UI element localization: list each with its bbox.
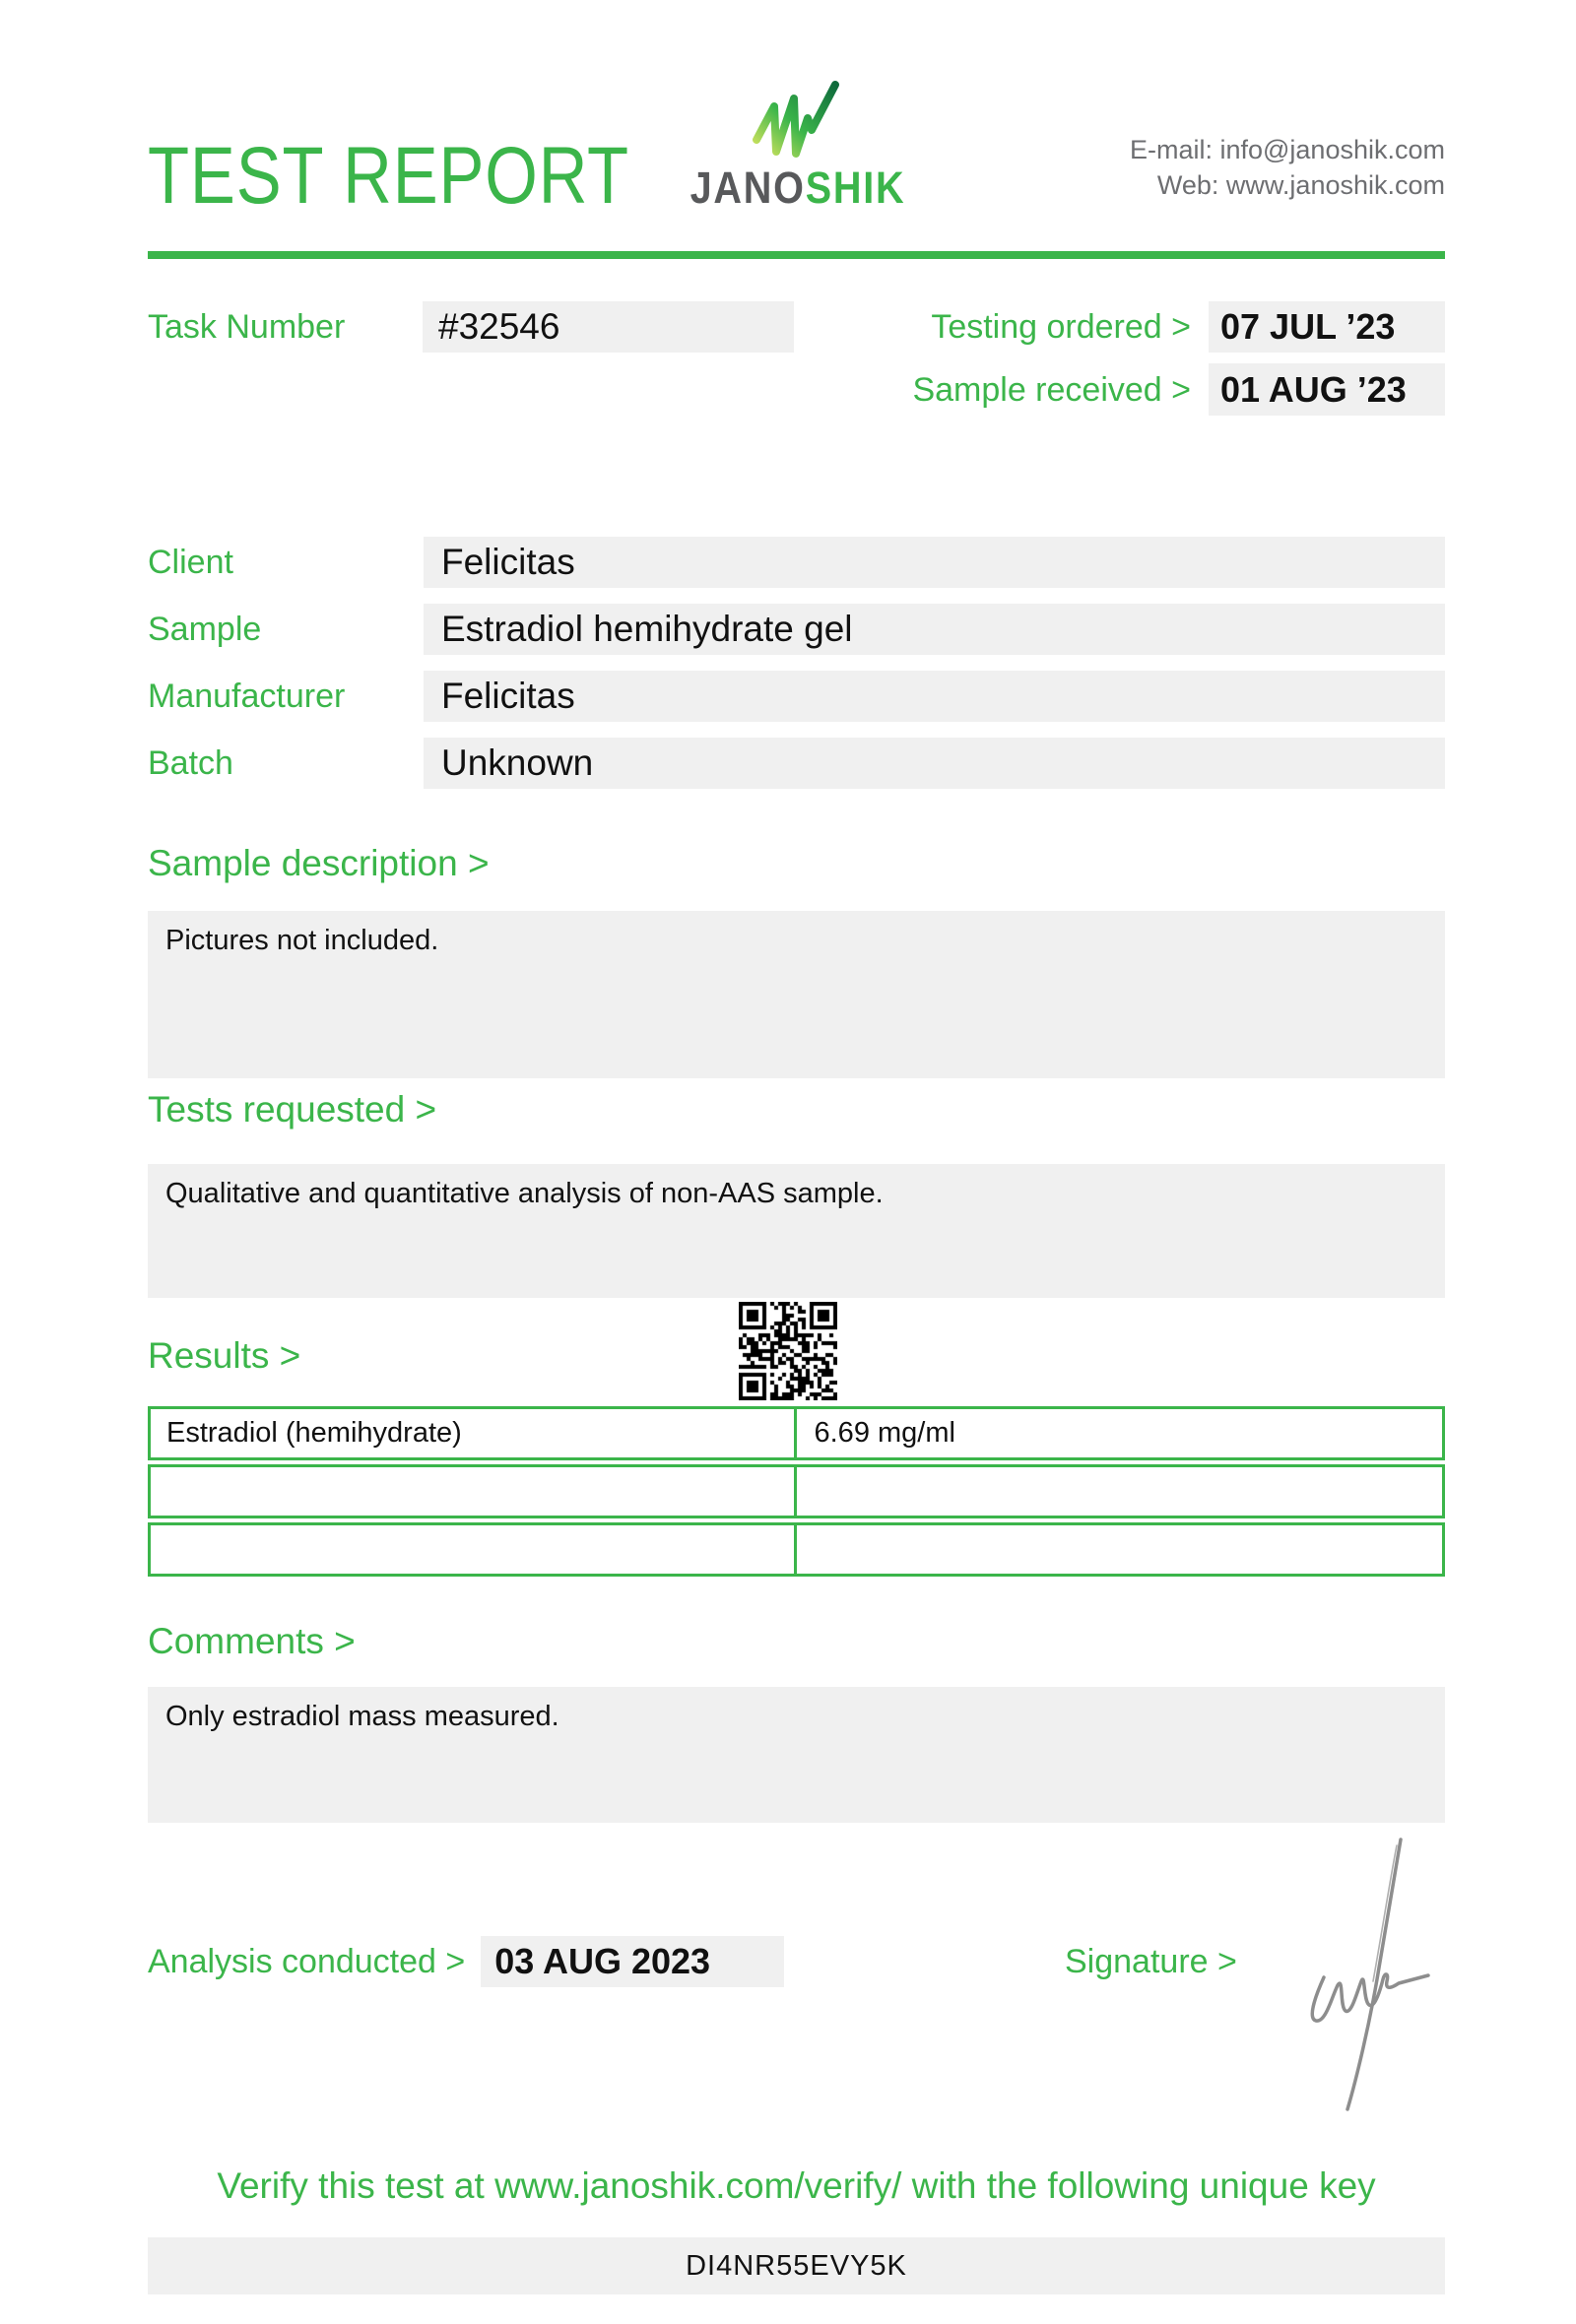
testing-ordered-row [931, 301, 1445, 353]
tests-requested-body: Qualitative and quantitative analysis of non-AAS sample. [148, 1164, 1445, 1298]
verify-key: DI4NR55EVY5K [148, 2237, 1445, 2294]
batch-value: Unknown [424, 738, 1445, 789]
manufacturer-label: Manufacturer [148, 678, 346, 715]
result-concentration [797, 1525, 1443, 1574]
sample-info-list [148, 537, 1445, 789]
table-row [148, 1406, 1445, 1460]
task-number-row [148, 301, 794, 353]
sample-description-body: Pictures not included. [148, 911, 1445, 1078]
sample-received-value: 01 AUG ’23 [1209, 363, 1445, 416]
info-row-sample [148, 604, 1445, 655]
comments-body: Only estradiol mass measured. [148, 1687, 1445, 1823]
analysis-conducted-value: 03 AUG 2023 [481, 1936, 784, 1987]
results-table [148, 1406, 1445, 1577]
info-row-client [148, 537, 1445, 588]
result-substance: Estradiol (hemihydrate) [151, 1409, 797, 1457]
batch-label: Batch [148, 744, 233, 782]
verify-instruction: Verify this test at www.janoshik.com/verify/ with the following unique key [217, 2165, 1376, 2206]
logo-jano: JANO [690, 162, 806, 213]
janoshik-logo [645, 79, 951, 213]
client-value: Felicitas [424, 537, 1445, 588]
results-title: Results > [148, 1335, 301, 1376]
table-row [148, 1464, 1445, 1518]
header-divider [148, 251, 1445, 259]
sample-received-row [912, 363, 1445, 416]
client-label: Client [148, 544, 233, 581]
manufacturer-value: Felicitas [424, 671, 1445, 722]
sample-description-title: Sample description > [148, 843, 490, 883]
sample-label: Sample [148, 611, 262, 648]
result-substance [151, 1467, 797, 1516]
contact-info [1130, 132, 1445, 203]
signature-scribble [1302, 1832, 1445, 2122]
logo-shik: SHIK [805, 162, 906, 213]
chart-growth-icon [645, 79, 951, 161]
tests-requested-title: Tests requested > [148, 1089, 437, 1130]
result-concentration: 6.69 mg/ml [814, 1417, 955, 1449]
comments-title: Comments > [148, 1621, 356, 1661]
signature-label: Signature > [1065, 1943, 1237, 1980]
analysis-conducted-label: Analysis conducted > [148, 1943, 466, 1980]
result-substance [151, 1525, 797, 1574]
info-row-manufacturer [148, 671, 1445, 722]
info-row-batch [148, 738, 1445, 789]
analysis-conducted-row [148, 1936, 784, 1987]
task-number-label: Task Number [148, 308, 346, 346]
page-title: TEST REPORT [148, 131, 629, 221]
result-concentration [797, 1467, 1443, 1516]
testing-ordered-value: 07 JUL ’23 [1209, 301, 1445, 353]
testing-ordered-label: Testing ordered > [931, 308, 1191, 346]
contact-email: E-mail: info@janoshik.com [1129, 135, 1445, 164]
sample-value: Estradiol hemihydrate gel [424, 604, 1445, 655]
table-row [148, 1522, 1445, 1577]
contact-web: Web: www.janoshik.com [1156, 170, 1445, 200]
sample-received-label: Sample received > [912, 370, 1191, 409]
task-number-value: #32546 [423, 301, 794, 353]
logo-wordmark [664, 162, 933, 213]
qr-code [739, 1302, 837, 1400]
